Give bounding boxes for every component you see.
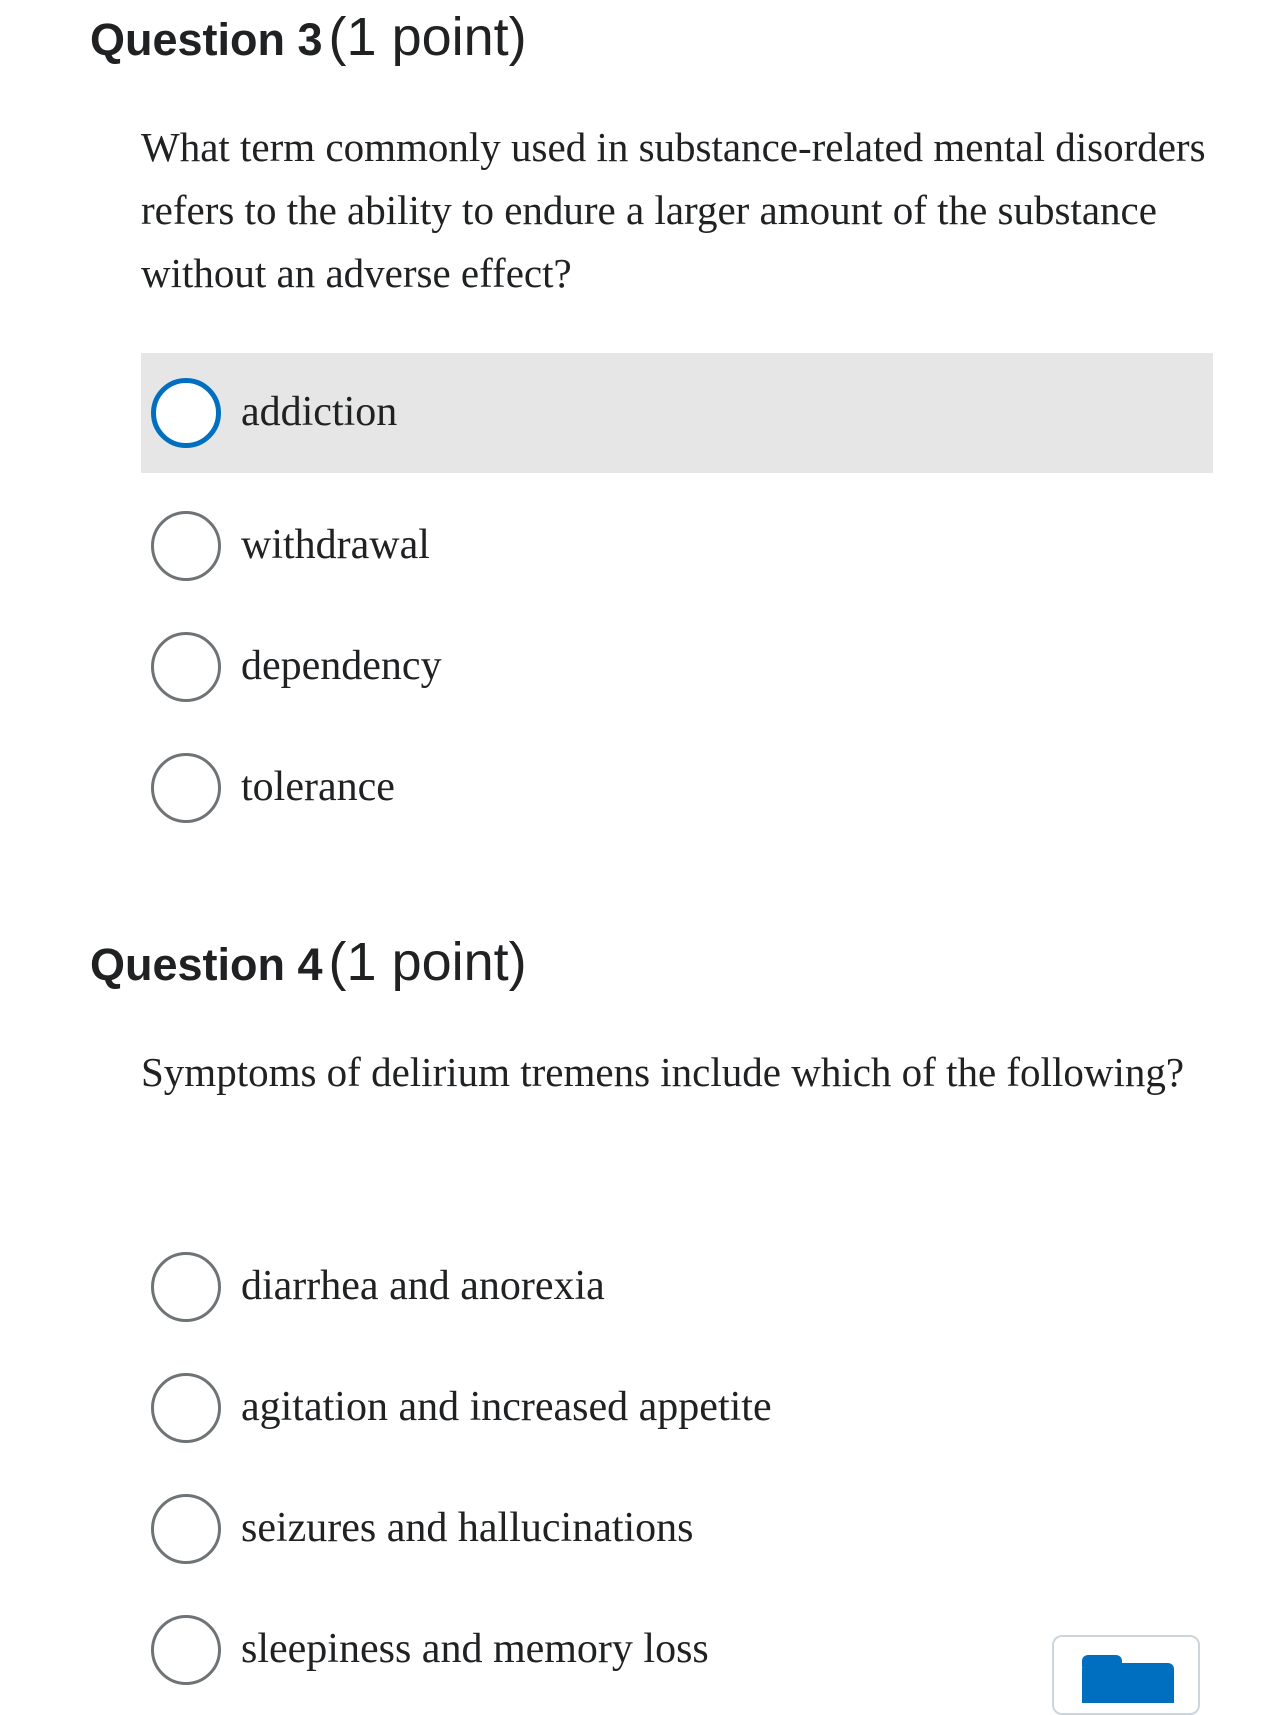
- radio-button[interactable]: [151, 753, 221, 823]
- option-label[interactable]: diarrhea and anorexia: [241, 1263, 605, 1310]
- question-4-header: [90, 932, 527, 992]
- answer-option-withdrawal[interactable]: [141, 486, 1213, 606]
- question-points: (1 point): [328, 932, 527, 992]
- radio-button[interactable]: [151, 511, 221, 581]
- option-label[interactable]: agitation and increased appetite: [241, 1384, 772, 1431]
- answer-option-agitation-appetite[interactable]: [141, 1348, 1213, 1468]
- radio-button[interactable]: [151, 1494, 221, 1564]
- radio-button[interactable]: [151, 378, 221, 448]
- question-3-header: [90, 7, 527, 67]
- radio-button[interactable]: [151, 632, 221, 702]
- option-label[interactable]: dependency: [241, 643, 442, 690]
- question-3-text: What term commonly used in substance-related mental disorders refers to the ability to endure a larger amount of the substance without an adverse effect?: [141, 124, 1206, 296]
- option-label[interactable]: seizures and hallucinations: [241, 1505, 694, 1552]
- option-label[interactable]: addiction: [241, 389, 398, 436]
- answer-option-seizures-hallucinations[interactable]: [141, 1469, 1213, 1589]
- answer-option-diarrhea-anorexia[interactable]: [141, 1227, 1213, 1347]
- answer-option-addiction[interactable]: [141, 353, 1213, 473]
- question-4-text: Symptoms of delirium tremens include which of the following?: [141, 1049, 1185, 1095]
- radio-button[interactable]: [151, 1615, 221, 1685]
- option-label[interactable]: tolerance: [241, 764, 395, 811]
- option-label[interactable]: sleepiness and memory loss: [241, 1626, 709, 1673]
- option-label[interactable]: withdrawal: [241, 522, 430, 569]
- answer-option-dependency[interactable]: [141, 607, 1213, 727]
- answer-option-tolerance[interactable]: [141, 728, 1213, 848]
- radio-button[interactable]: [151, 1252, 221, 1322]
- radio-button[interactable]: [151, 1373, 221, 1443]
- question-title: Question 3: [90, 14, 323, 65]
- floating-folder-button[interactable]: [1052, 1635, 1200, 1715]
- question-points: (1 point): [328, 7, 527, 67]
- question-title: Question 4: [90, 939, 323, 990]
- folder-icon: [1082, 1663, 1174, 1703]
